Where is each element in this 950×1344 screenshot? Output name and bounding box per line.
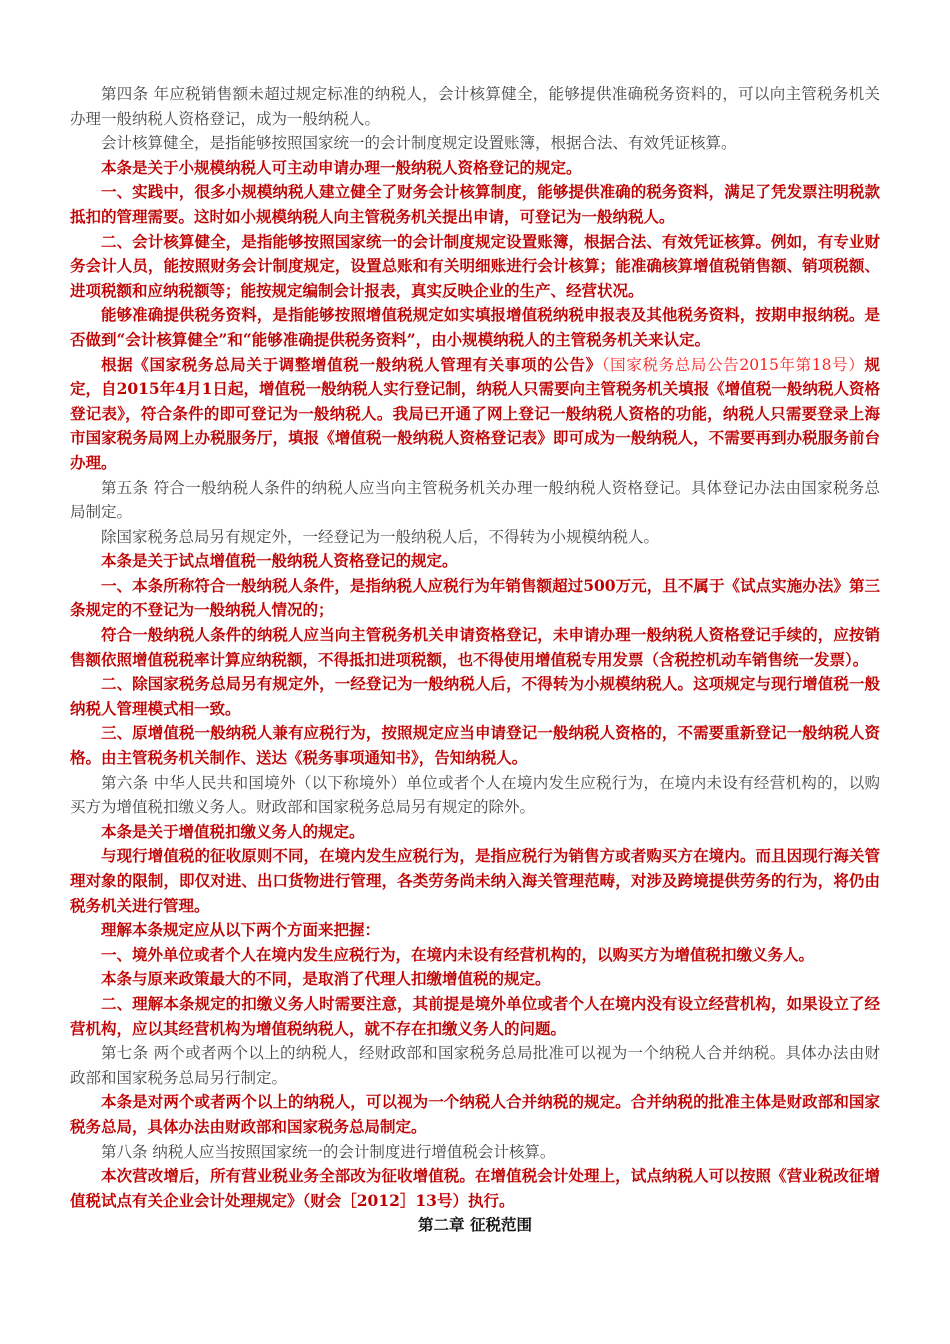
commentary-paragraph: 三、原增值税一般纳税人兼有应税行为，按照规定应当申请登记一般纳税人资格的，不需要重新登记一般纳税人资格。由主管税务机关制作、送达《税务事项通知书》，告知纳税人。 [70,723,880,768]
commentary-paragraph: 一、实践中，很多小规模纳税人建立健全了财务会计核算制度，能够提供准确的税务资料，满足了凭发票注明税款抵扣的管理需要。这时如小规模纳税人向主管税务机关提出申请，可登记为一般纳税人。 [70,182,880,226]
commentary-paragraph: 二、会计核算健全，是指能够按照国家统一的会计制度规定设置账簿，根据合法、有效凭证核算。例如，有专业财务会计人员，能按照财务会计制度规定，设置总账和有关明细账进行会计核算；能准确核算增值税销售额、销项税额、进项税额和应纳税额等；能按规定编制会计报表，真实反映企业的生产、经营状况。 [70,231,880,300]
commentary-heading-article-7: 本条是对两个或者两个以上的纳税人，可以视为一个纳税人合并纳税的规定。合并纳税的批准主体是财政部和国家税务总局，具体办法由财政部和国家税务总局制定。 [70,1092,880,1136]
announcement-title: 根据《国家税务总局关于调整增值税一般纳税人管理有关事项的公告》 [101,354,602,374]
commentary-heading-article-4: 本条是关于小规模纳税人可主动申请办理一般纳税人资格登记的规定。 [101,157,582,177]
commentary-heading-article-5: 本条是关于试点增值税一般纳税人资格登记的规定。 [101,551,458,571]
article-5-paragraph-2: 除国家税务总局另有规定外，一经登记为一般纳税人后，不得转为小规模纳税人。 [101,527,660,546]
commentary-paragraph: 本次营改增后，所有营业税业务全部改为征收增值税。在增值税会计处理上，试点纳税人可以按照《营业税改征增值税试点有关企业会计处理规定》（财会［2012］13号）执行。 [70,1166,880,1210]
article-4-text: 第四条 年应税销售额未超过规定标准的纳税人，会计核算健全，能够提供准确税务资料的，可以向主管税务机关办理一般纳税人资格登记，成为一般纳税人。 [70,85,880,128]
commentary-paragraph: 一、境外单位或者个人在境内发生应税行为，在境内未设有经营机构的，以购买方为增值税扣缴义务人。 [101,944,815,964]
article-5-text: 第五条 符合一般纳税人条件的纳税人应当向主管税务机关办理一般纳税人资格登记。具体登记办法由国家税务总局制定。 [70,478,880,522]
commentary-paragraph: 二、除国家税务总局另有规定外，一经登记为一般纳税人后，不得转为小规模纳税人。这项规定与现行增值税一般纳税人管理模式相一致。 [70,674,880,718]
commentary-paragraph-announcement [70,353,880,476]
commentary-paragraph: 二、理解本条规定的扣缴义务人时需要注意，其前提是境外单位或者个人在境内没有设立经营机构，如果设立了经营机构，应以其经营机构为增值税纳税人，就不存在扣缴义务人的问题。 [70,993,880,1038]
commentary-paragraph: 本条与原来政策最大的不同，是取消了代理人扣缴增值税的规定。 [101,969,551,989]
article-8-text: 第八条 纳税人应当按照国家统一的会计制度进行增值税会计核算。 [101,1142,556,1161]
article-7-text: 第七条 两个或者两个以上的纳税人，经财政部和国家税务总局批准可以视为一个纳税人合并纳税。具体办法由财政部和国家税务总局另行制定。 [70,1044,880,1087]
article-6-text: 第六条 中华人民共和国境外（以下称境外）单位或者个人在境内发生应税行为，在境内未设有经营机构的，以购买方为增值税扣缴义务人。财政部和国家税务总局另有规定的除外。 [70,773,880,817]
commentary-paragraph: 能够准确提供税务资料，是指能够按照增值税规定如实填报增值税纳税申报表及其他税务资料，按期申报纳税。是否做到“会计核算健全”和“能够准确提供税务资料”，由小规模纳税人的主管税务机关来认定。 [70,305,880,349]
commentary-paragraph: 一、本条所称符合一般纳税人条件，是指纳税人应税行为年销售额超过500万元，且不属于《试点实施办法》第三条规定的不登记为一般纳税人情况的； [70,575,880,620]
article-4-paragraph-2: 会计核算健全，是指能够按照国家统一的会计制度规定设置账簿，根据合法、有效凭证核算。 [101,134,737,153]
commentary-paragraph: 理解本条规定应从以下两个方面来把握： [101,920,381,940]
announcement-number: （国家税务总局公告2015年第18号） [601,355,865,374]
announcement-body: 规定，自2015年4月1日起，增值税一般纳税人实行登记制，纳税人只需要向主管税务机关填报《增值税一般纳税人资格登记表》，符合条件的即可登记为一般纳税人。我局已开通了网上登记一般纳税人资格的功能，纳税人只需要登录上海市国家税务局网上办税服务厅，填报《增值税一般纳税人资格登记表》即可成为一般纳税人，不需要再到办税服务前台办理。 [70,354,880,472]
commentary-paragraph: 与现行增值税的征收原则不同，在境内发生应税行为，是指应税行为销售方或者购买方在境内。而且因现行海关管理对象的限制，即仅对进、出口货物进行管理，各类劳务尚未纳入海关管理范畴，对涉及跨境提供劳务的行为，将仍由税务机关进行管理。 [70,846,880,915]
commentary-heading-article-6: 本条是关于增值税扣缴义务人的规定。 [101,821,365,841]
commentary-paragraph: 符合一般纳税人条件的纳税人应当向主管税务机关申请资格登记，未申请办理一般纳税人资格登记手续的，应按销售额依照增值税税率计算应纳税额，不得抵扣进项税额，也不得使用增值税专用发票（含税控机动车销售统一发票）。 [70,625,880,669]
chapter-heading: 第二章 征税范围 [418,1215,532,1235]
